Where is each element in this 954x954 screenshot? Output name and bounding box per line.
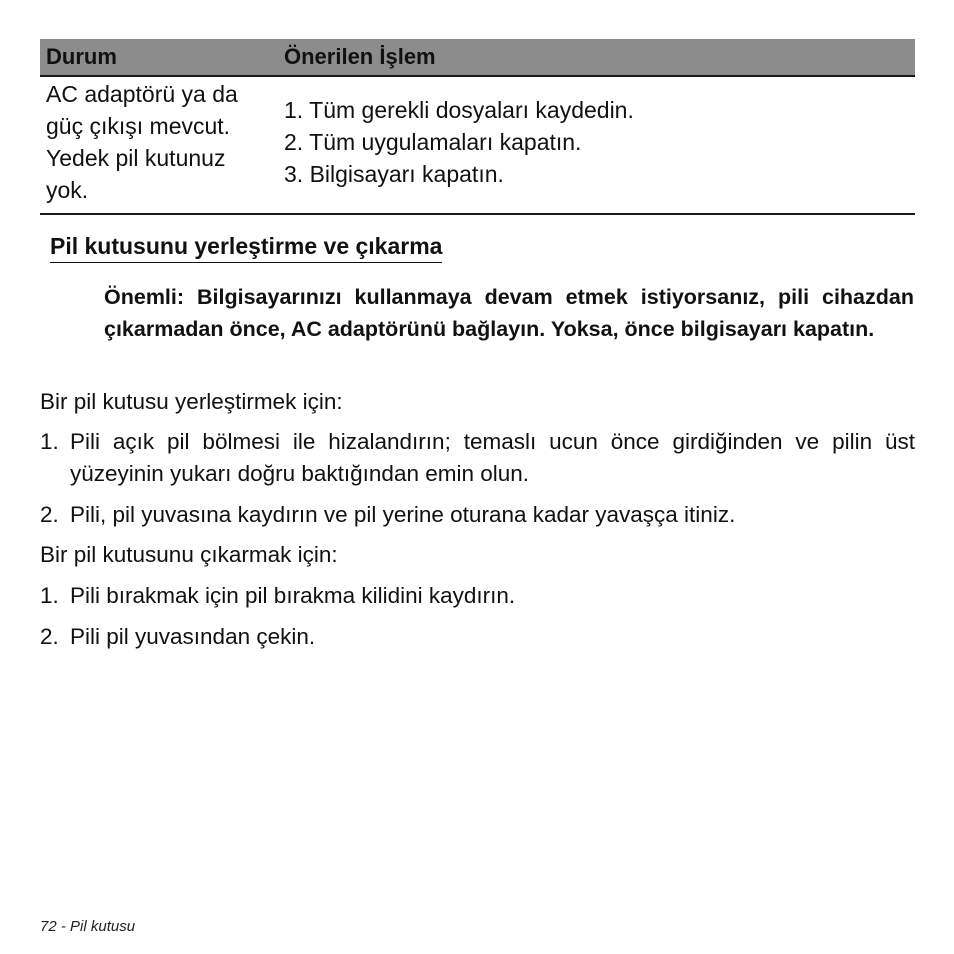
list-item (40, 499, 915, 531)
list-item (40, 580, 915, 612)
table-row (40, 76, 915, 214)
condition-line: yok. (46, 177, 89, 203)
list-text: Pili açık pil bölmesi ile hizalandırın; temaslı ucun önce girdiğinden ve pilin üst yüzeyinin yukarı doğru baktığından emin olun. (70, 429, 915, 486)
table-header-row (40, 39, 915, 76)
insert-intro: Bir pil kutusu yerleştirmek için: (40, 389, 343, 414)
condition-line: Yedek pil kutunuz (46, 145, 226, 171)
section-heading: Pil kutusunu yerleştirme ve çıkarma (50, 231, 442, 263)
list-number: 2. (40, 624, 59, 649)
list-text: Pili bırakmak için pil bırakma kilidini kaydırın. (70, 583, 516, 608)
action-item: 3. Bilgisayarı kapatın. (284, 161, 504, 187)
page-footer: 72 - Pil kutusu (40, 918, 136, 935)
list-text: Pili pil yuvasından çekin. (70, 624, 316, 649)
header-onerilen-islem: Önerilen İşlem (278, 39, 915, 76)
action-item: 2. Tüm uygulamaları kapatın. (284, 129, 582, 155)
condition-line: AC adaptörü ya da (46, 81, 238, 107)
condition-line: güç çıkışı mevcut. (46, 113, 231, 139)
list-number: 2. (40, 502, 59, 527)
list-item (40, 426, 915, 490)
header-durum: Durum (40, 39, 278, 76)
list-item (40, 621, 915, 653)
remove-intro: Bir pil kutusunu çıkarmak için: (40, 542, 338, 567)
action-item: 1. Tüm gerekli dosyaları kaydedin. (284, 97, 634, 123)
list-number: 1. (40, 429, 59, 454)
condition-cell (40, 76, 278, 214)
action-cell (278, 76, 915, 214)
list-number: 1. (40, 583, 59, 608)
list-text: Pili, pil yuvasına kaydırın ve pil yerine oturana kadar yavaşça itiniz. (70, 502, 736, 527)
important-note: Önemli: Bilgisayarınızı kullanmaya devam etmek istiyorsanız, pili cihazdan çıkarmadan önce, AC adaptörünü bağlayın. Yoksa, önce bilgisayarı kapatın. (104, 285, 914, 341)
status-table (40, 39, 915, 215)
